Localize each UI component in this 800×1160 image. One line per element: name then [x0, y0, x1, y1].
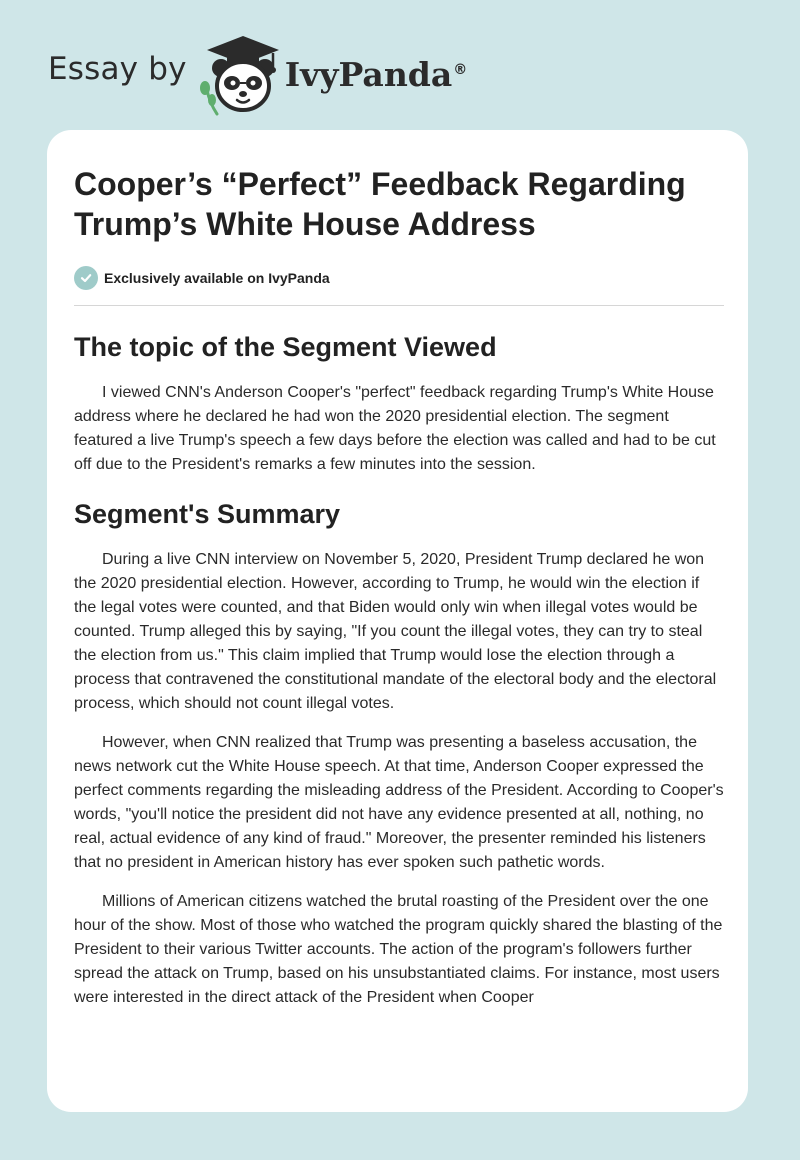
section-heading-topic: The topic of the Segment Viewed	[74, 332, 497, 362]
title-divider	[74, 305, 724, 306]
exclusive-badge	[74, 266, 724, 290]
article-card	[47, 130, 748, 1112]
paragraph-summary-2: However, when CNN realized that Trump was presenting a baseless accusation, the news network cut the White House speech. At that time, Anderson Cooper expressed the perfect comments regarding the misleading address of the President. According to Cooper's words, "you'll notice the president did not have any evidence presented at all, nothing, no real, actual evidence of any kind of fraud." Moreover, the presenter reminded his listeners that no president in American history has ever spoken such pathetic words.	[74, 734, 724, 871]
brand-label: IvyPanda	[284, 54, 453, 94]
exclusive-badge-text: Exclusively available on IvyPanda	[104, 270, 330, 286]
panda-graduate-icon[interactable]	[193, 28, 289, 118]
article-content	[74, 164, 724, 1010]
essay-by-label: Essay by	[48, 51, 187, 87]
paragraph-summary-3: Millions of American citizens watched the brutal roasting of the President over the one hour of the show. Most of those who watched the program quickly shared the blasting of the President to their various Twitter accounts. The action of the program's followers further spread the attack on Trump, based on his unsubstantiated claims. For instance, most users were interested in the direct attack of the President when Cooper	[74, 893, 723, 1006]
paragraph-summary-1: During a live CNN interview on November 5, 2020, President Trump declared he won the 2020 presidential election. However, according to Trump, he would win the election if the legal votes were counted, and that Biden would only win when illegal votes would be counted. Trump alleged this by saying, "If you count the illegal votes, they can try to steal the election from us." This claim implied that Trump would lose the election through a process that contravened the constitutional mandate of the electoral body and the electoral process, which should not count illegal votes.	[74, 551, 717, 712]
article-title: Cooper’s “Perfect” Feedback Regarding Trump’s White House Address	[74, 166, 686, 242]
check-circle-icon	[74, 266, 98, 290]
registered-mark: ®	[453, 61, 468, 78]
site-header	[48, 28, 467, 118]
section-heading-summary: Segment's Summary	[74, 499, 341, 529]
paragraph-topic: I viewed CNN's Anderson Cooper's "perfect" feedback regarding Trump's White House address where he declared he had won the 2020 presidential election. The segment featured a live Trump's speech a few days before the election was called and had to be cut off due to the President's remarks a few minutes into the session.	[74, 384, 716, 473]
brand-name[interactable]	[285, 55, 468, 94]
